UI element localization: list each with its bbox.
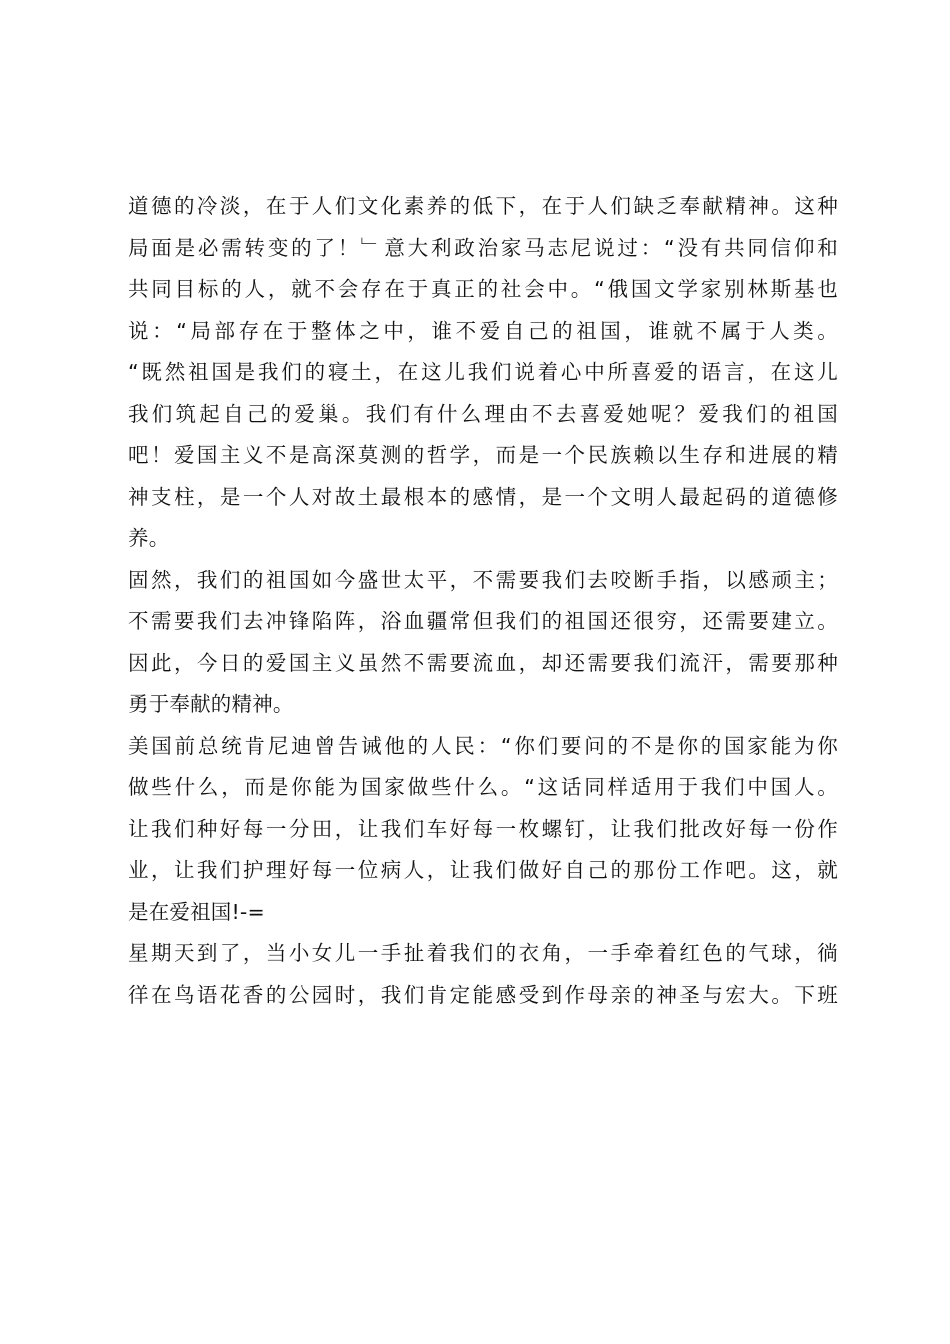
text-line: 吧！爱国主义不是高深莫测的哲学，而是一个民族赖以生存和进展的精 <box>128 443 838 467</box>
text-line: 局面是必需转变的了！﹂意大利政治家马志尼说过：“没有共同信仰和 <box>128 235 838 260</box>
text-line: 道德的冷淡，在于人们文化素养的低下，在于人们缺乏奉献精神。这种 <box>128 194 838 218</box>
text-line: 星期天到了，当小女儿一手扯着我们的衣角，一手牵着红色的气球，徜 <box>128 941 838 965</box>
text-line: 让我们种好每一分田，让我们车好每一枚螺钉，让我们批改好每一份作 <box>128 816 838 841</box>
text-line: 说：“局部存在于整体之中，谁不爱自己的祖国，谁就不属于人类。 <box>128 318 838 343</box>
text-line: 美国前总统肯尼迪曾告诫他的人民：“你们要问的不是你的国家能为你 <box>128 733 838 758</box>
text-line: 神支柱，是一个人对故土最根本的感情，是一个文明人最起码的道德修 <box>128 484 838 509</box>
text-line: 不需要我们去冲锋陷阵，浴血疆常但我们的祖国还很穷，还需要建立。 <box>128 609 838 633</box>
text-line: “既然祖国是我们的寝土，在这儿我们说着心中所喜爱的语言，在这儿 <box>128 360 838 384</box>
text-line: 固然，我们的祖国如今盛世太平，不需要我们去咬断手指，以感顽主； <box>128 567 838 592</box>
text-line: 是在爱祖国!-= <box>128 899 265 924</box>
text-line: 养。 <box>128 526 170 550</box>
text-line: 我们筑起自己的爱巢。我们有什么理由不去喜爱她呢？爱我们的祖国 <box>128 401 838 426</box>
body-text <box>128 186 838 1016</box>
text-line: 勇于奉献的精神。 <box>128 692 294 716</box>
text-line: 业，让我们护理好每一位病人，让我们做好自己的那份工作吧。这，就 <box>128 858 838 882</box>
text-line: 共同目标的人，就不会存在于真正的社会中。“俄国文学家别林斯基也 <box>128 277 838 301</box>
text-line: 徉在鸟语花香的公园时，我们肯定能感受到作母亲的神圣与宏大。下班 <box>128 982 838 1007</box>
text-line: 做些什么，而是你能为国家做些什么。“这话同样适用于我们中国人。 <box>128 775 838 799</box>
text-line: 因此，今日的爱国主义虽然不需要流血，却还需要我们流汗，需要那种 <box>128 650 838 675</box>
